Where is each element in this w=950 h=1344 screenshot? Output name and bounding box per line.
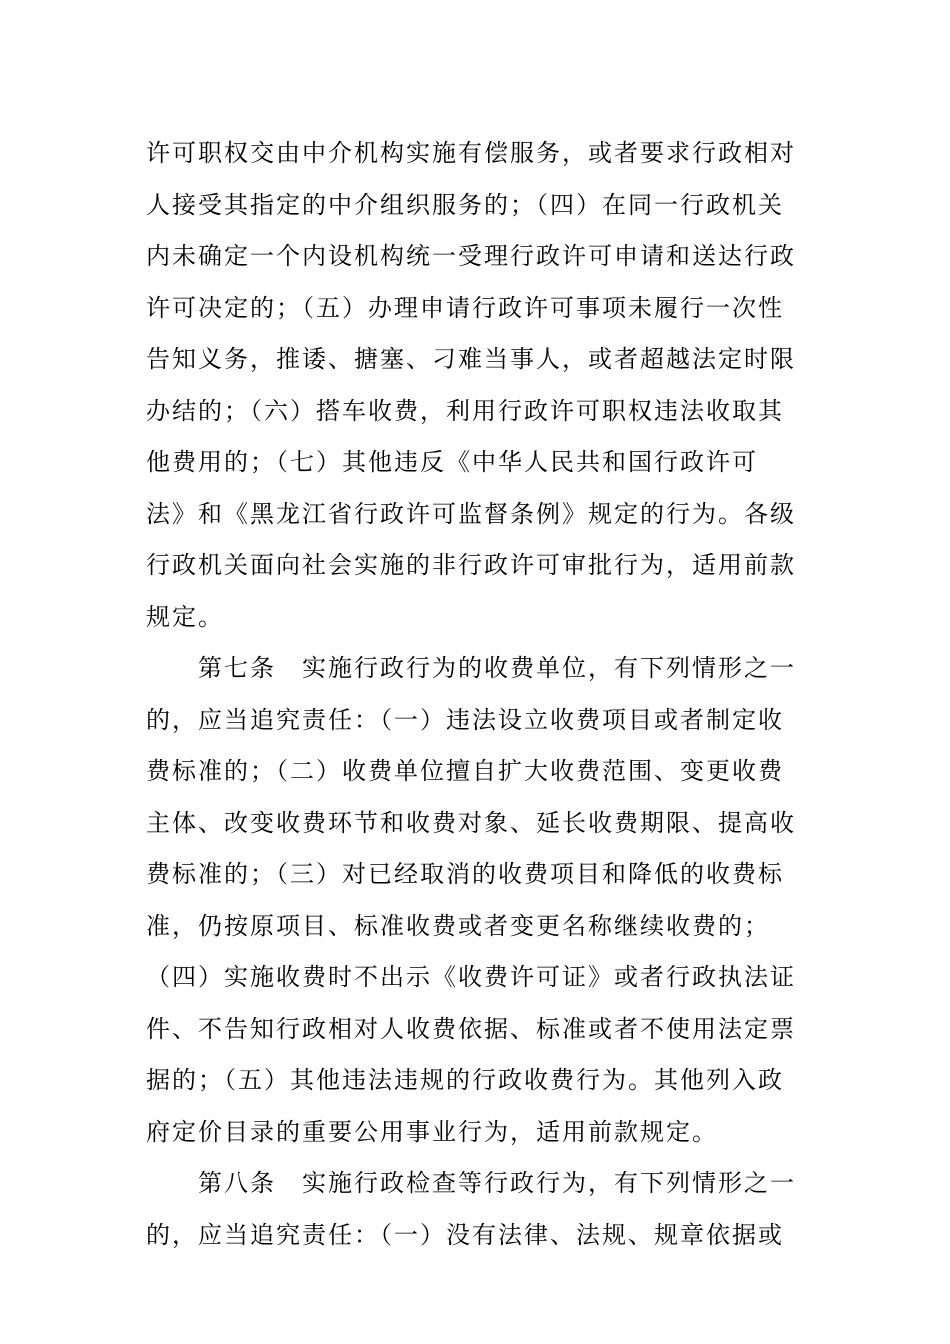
text-line: 费标准的；（三）对已经取消的收费项目和降低的收费标	[146, 860, 784, 888]
document-body	[146, 128, 808, 1261]
text-line: 的，应当追究责任：（一）没有法律、法规、规章依据或	[146, 1220, 784, 1249]
text-line: 规定。	[146, 602, 224, 631]
text-line: 他费用的；（七）其他违反《中华人民共和国行政许可	[146, 448, 758, 476]
paragraph-article-8	[146, 1158, 808, 1261]
article-heading-line: 第八条 实施行政检查等行政行为，有下列情形之一	[198, 1169, 796, 1197]
text-line: 据的；（五）其他违法违规的行政收费行为。其他列入政	[146, 1066, 784, 1094]
article-heading-line: 第七条 实施行政行为的收费单位，有下列情形之一	[198, 654, 796, 682]
text-line: 办结的；（六）搭车收费，利用行政许可职权违法收取其	[146, 396, 784, 425]
text-line: 的，应当追究责任：（一）违法设立收费项目或者制定收	[146, 705, 784, 734]
text-line: 行政机关面向社会实施的非行政许可审批行为，适用前款	[146, 551, 796, 579]
paragraph-article-7	[146, 643, 808, 1158]
text-line: 许可职权交由中介机构实施有偿服务，或者要求行政相对	[146, 139, 796, 167]
text-line: 费标准的；（二）收费单位擅自扩大收费范围、变更收费	[146, 757, 784, 785]
text-line: 主体、改变收费环节和收费对象、延长收费期限、提高收	[146, 808, 796, 837]
text-line: 准，仍按原项目、标准收费或者变更名称继续收费的；	[146, 911, 770, 940]
text-line: 府定价目录的重要公用事业行为，适用前款规定。	[146, 1117, 718, 1146]
text-line: 法》和《黑龙江省行政许可监督条例》规定的行为。各级	[146, 499, 796, 528]
text-line: 人接受其指定的中介组织服务的；（四）在同一行政机关	[146, 190, 784, 219]
text-line: 内未确定一个内设机构统一受理行政许可申请和送达行政	[146, 242, 796, 270]
text-line: 件、不告知行政相对人收费依据、标准或者不使用法定票	[146, 1014, 796, 1043]
text-line: 许可决定的；（五）办理申请行政许可事项未履行一次性	[146, 293, 784, 322]
text-line: 告知义务，推诿、搪塞、刁难当事人，或者超越法定时限	[146, 345, 796, 373]
text-line: （四）实施收费时不出示《收费许可证》或者行政执法证	[146, 963, 796, 991]
paragraph-continuation	[146, 128, 808, 643]
